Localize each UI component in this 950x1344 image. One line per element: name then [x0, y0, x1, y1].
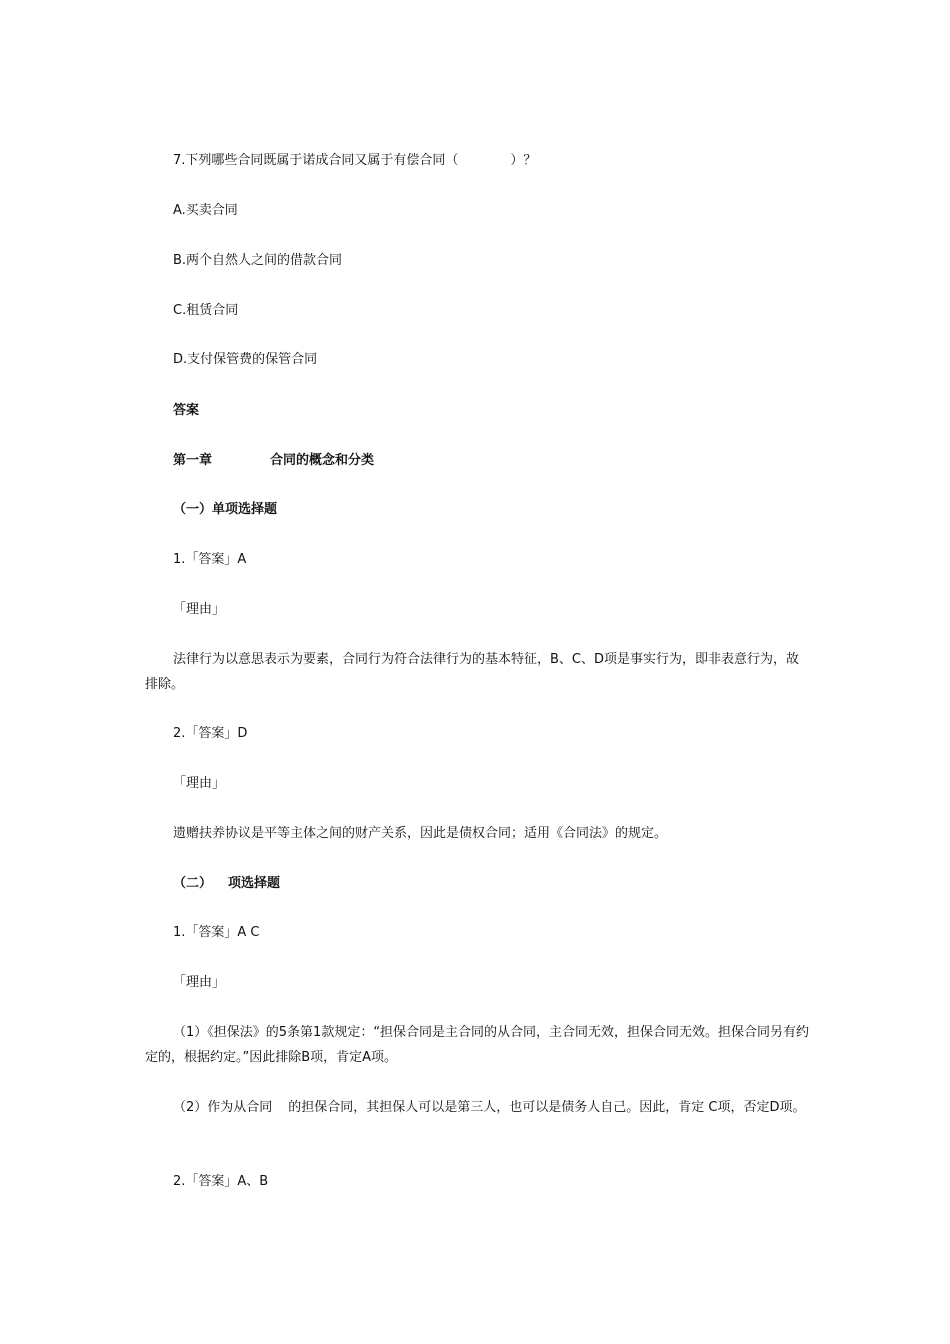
single-2-reason: 遗赠扶养协议是平等主体之间的财产关系，因此是债权合同；适用《合同法》的规定。	[173, 826, 668, 841]
chapter-heading	[173, 451, 374, 471]
single-1-reason-label: 「理由」	[173, 602, 226, 617]
single-2-answer: 2.「答案」D	[173, 726, 248, 741]
section-multi-prefix: （二）	[173, 876, 213, 891]
option-a: A.买卖合同	[173, 203, 238, 218]
multi-2-answer: 2.「答案」A、B	[173, 1174, 269, 1189]
section-multi-choice	[173, 874, 280, 894]
multi-1-reason-2-suffix: 的担保合同，其担保人可以是第三人，也可以是债务人自己。因此，肯定 C项，否定D项。	[288, 1100, 806, 1115]
chapter-title: 合同的概念和分类	[270, 453, 375, 468]
section-multi-suffix: 项选择题	[228, 876, 281, 891]
answers-heading: 答案	[173, 403, 200, 418]
single-1-answer: 1.「答案」A	[173, 552, 247, 567]
multi-1-reason-1: （1）《担保法》的5条第1款规定：“担保合同是主合同的从合同，主合同无效，担保合同无效。担保合同另有约定的，根据约定。”因此排除B项，肯定A项。	[145, 1025, 810, 1065]
question-7-stem-suffix: ）？	[510, 153, 537, 168]
multi-1-answer: 1.「答案」A C	[173, 925, 260, 940]
single-1-reason: 法律行为以意思表示为要素，合同行为符合法律行为的基本特征，B、C、D项是事实行为，即非表意行为，故排除。	[145, 652, 800, 692]
section-single-choice: （一）单项选择题	[173, 502, 278, 517]
option-d: D.支付保管费的保管合同	[173, 352, 318, 367]
multi-1-reason-label: 「理由」	[173, 975, 226, 990]
chapter-number: 第一章	[173, 453, 213, 468]
multi-1-reason-2-prefix: （2）作为从合同	[173, 1100, 273, 1115]
question-7-stem	[173, 151, 536, 171]
option-b: B.两个自然人之间的借款合同	[173, 253, 343, 268]
single-2-reason-label: 「理由」	[173, 776, 226, 791]
question-7-stem-prefix: 7.下列哪些合同既属于诺成合同又属于有偿合同（	[173, 153, 459, 168]
option-c: C.租赁合同	[173, 303, 239, 318]
multi-1-reason-2	[145, 1095, 810, 1120]
